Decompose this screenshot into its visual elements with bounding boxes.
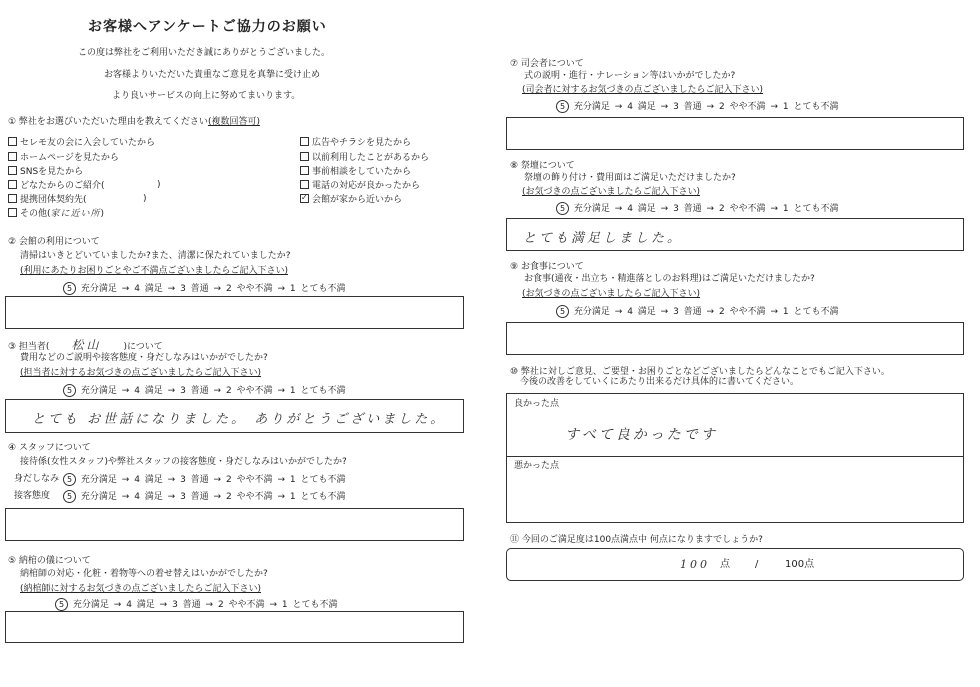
score-max: 100点	[785, 559, 815, 570]
q8-note: (お気づきの点ございましたらご記入下さい)	[522, 187, 701, 197]
checkbox[interactable]	[8, 208, 17, 217]
q3-rating[interactable]: 5 充分満足 → 4 満足 → 3 普通 → 2 やや不満 → 1 とても不満	[63, 383, 345, 397]
q5-title: ⑤ 納棺の儀について	[8, 556, 91, 566]
q5-note: (納棺師に対するお気づきの点ございましたらご記入下さい)	[20, 584, 262, 594]
q10-comment-box[interactable]	[506, 393, 964, 523]
intro-line-3: より良いサービスの向上に努めてまいります。	[112, 91, 301, 101]
intro-line-2: お客様よりいただいた貴重なご意見を真摯に受け止め	[104, 70, 321, 80]
q3-note: (担当者に対するお気づきの点ございましたらご記入下さい)	[20, 368, 262, 378]
q4-title: ④ スタッフについて	[8, 443, 91, 453]
checkbox[interactable]	[8, 152, 17, 161]
q3-title: ③ 担当者( 松山 )について	[8, 338, 163, 352]
q1-option-2[interactable]: ホームページを見たから	[8, 152, 119, 164]
q1-option-4-close: )	[157, 180, 161, 190]
q1-option-r4[interactable]: 電話の対応が良かったから	[300, 180, 420, 192]
q3-comment-handwriting: とても お世話になりました。 ありがとうございました。	[32, 412, 447, 427]
q4-question: 接待係(女性スタッフ)や弊社スタッフの接客態度・身だしなみはいかがでしたか?	[20, 457, 347, 467]
q5-comment-box[interactable]	[5, 611, 464, 643]
q1-option-r1[interactable]: 広告やチラシを見たから	[300, 137, 411, 149]
circled-rating: 5	[63, 384, 76, 397]
checkbox[interactable]	[8, 166, 17, 175]
q1-option-r2[interactable]: 以前利用したことがあるから	[300, 152, 429, 164]
q1-option-4[interactable]: どなたからのご紹介(	[8, 180, 105, 192]
staff-name-handwriting: 松山	[71, 338, 102, 352]
score-slash: /	[755, 559, 759, 570]
q11-score-box[interactable]	[506, 548, 964, 581]
divider	[507, 456, 963, 457]
q2-note: (利用にあたりお困りごとやご不満点ございましたらご記入下さい)	[20, 266, 289, 276]
intro-line-1: この度は弊社をご利用いただき誠にありがとうございました。	[78, 48, 331, 58]
checkbox-checked[interactable]	[300, 194, 309, 203]
q1-option-6[interactable]: その他(家に近い所)	[8, 208, 104, 220]
q3-question: 費用などのご説明や接客態度・身だしなみはいかがでしたか?	[20, 353, 268, 363]
circled-rating: 5	[63, 490, 76, 503]
q4-row1-label: 身だしなみ	[14, 474, 60, 484]
circled-rating: 5	[556, 100, 569, 113]
bad-points-label: 悪かった点	[514, 461, 560, 471]
survey-title: お客様へアンケートご協力のお願い	[88, 19, 327, 35]
q7-comment-box[interactable]	[506, 117, 964, 150]
q8-comment-handwriting: とても満足しました。	[523, 231, 684, 246]
circled-rating: 5	[63, 473, 76, 486]
q4-row2-rating[interactable]: 5 充分満足 → 4 満足 → 3 普通 → 2 やや不満 → 1 とても不満	[63, 489, 345, 503]
checkbox[interactable]	[300, 166, 309, 175]
q8-rating[interactable]: 5 充分満足 → 4 満足 → 3 普通 → 2 やや不満 → 1 とても不満	[556, 201, 838, 215]
checkbox[interactable]	[8, 194, 17, 203]
q2-title: ② 会館の利用について	[8, 237, 100, 247]
q2-rating[interactable]: 5 充分満足 → 4 満足 → 3 普通 → 2 やや不満 → 1 とても不満	[63, 281, 345, 295]
q8-title: ⑧ 祭壇について	[510, 161, 575, 171]
q1-option-r3[interactable]: 事前相談をしていたから	[300, 166, 411, 178]
q11-title: ⑪ 今回のご満足度は100点満点中 何点になりますでしょうか?	[510, 535, 763, 545]
q7-note: (司会者に対するお気づきの点ございましたらご記入下さい)	[522, 85, 764, 95]
circled-rating: 5	[556, 305, 569, 318]
q5-rating[interactable]: 5 充分満足 → 4 満足 → 3 普通 → 2 やや不満 → 1 とても不満	[55, 597, 337, 611]
q4-row2-label: 接客態度	[14, 491, 51, 501]
q9-rating[interactable]: 5 充分満足 → 4 満足 → 3 普通 → 2 やや不満 → 1 とても不満	[556, 304, 838, 318]
q1-title: ① 弊社をお選びいただいた理由を教えてください(複数回答可)	[8, 117, 260, 127]
score-handwriting: 100	[680, 558, 710, 571]
good-points-label: 良かった点	[514, 399, 560, 409]
q9-comment-box[interactable]	[506, 322, 964, 355]
q7-title: ⑦ 司会者について	[510, 59, 584, 69]
q1-option-5[interactable]: 提携団体契約先(	[8, 194, 87, 206]
circled-rating: 5	[63, 282, 76, 295]
q5-question: 納棺師の対応・化粧・着物等への着せ替えはいかがでしたか?	[20, 569, 268, 579]
q10-title: ⑩ 弊社に対しご意見、ご要望・お困りごとなどございましたらどんなことでもご記入下さい。	[510, 367, 890, 377]
q2-question: 清掃はいきとどいていましたか?また、清潔に保たれていましたか?	[20, 251, 291, 261]
q1-option-r5[interactable]: ✓会館が家から近いから	[300, 194, 402, 206]
circled-rating: 5	[55, 598, 68, 611]
q1-option-5-close: )	[143, 194, 147, 204]
q9-question: お食事(通夜・出立ち・精進落としのお料理)はご満足いただけましたか?	[524, 274, 815, 284]
score-unit: 点	[720, 559, 730, 570]
checkbox[interactable]	[8, 180, 17, 189]
checkbox[interactable]	[300, 137, 309, 146]
q9-title: ⑨ お食事について	[510, 262, 584, 272]
q10-subtitle: 今後の改善をしていくにあたり出来るだけ具体的に書いてください。	[520, 377, 800, 387]
q4-comment-box[interactable]	[5, 508, 464, 541]
other-handwriting: 家に近い所	[50, 209, 101, 219]
checkbox[interactable]	[300, 180, 309, 189]
q1-option-3[interactable]: SNSを見たから	[8, 166, 83, 178]
q1-option-1[interactable]: セレモ友の会に入会していたから	[8, 137, 155, 149]
checkbox[interactable]	[300, 152, 309, 161]
circled-rating: 5	[556, 202, 569, 215]
checkbox[interactable]	[8, 137, 17, 146]
good-points-handwriting: すべて良かったです	[565, 427, 718, 443]
q9-note: (お気づきの点ございましたらご記入下さい)	[522, 289, 701, 299]
q2-comment-box[interactable]	[5, 296, 464, 329]
q4-row1-rating[interactable]: 5 充分満足 → 4 満足 → 3 普通 → 2 やや不満 → 1 とても不満	[63, 472, 345, 486]
q8-comment-box[interactable]	[506, 218, 964, 251]
q7-question: 式の説明・進行・ナレーション等はいかがでしたか?	[524, 71, 736, 81]
q7-rating[interactable]: 5 充分満足 → 4 満足 → 3 普通 → 2 やや不満 → 1 とても不満	[556, 99, 838, 113]
q3-comment-box[interactable]	[5, 399, 464, 433]
q8-question: 祭壇の飾り付け・費用面はご満足いただけましたか?	[524, 173, 736, 183]
